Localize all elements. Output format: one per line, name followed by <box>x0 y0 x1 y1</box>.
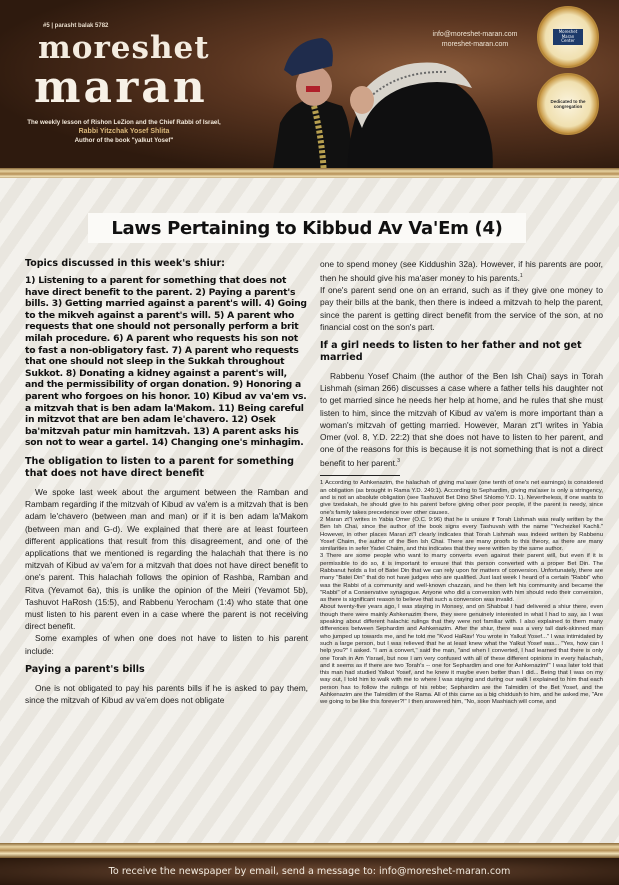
title-banner <box>88 213 526 243</box>
issue-line: #5 | parasht balak 5782 <box>43 23 109 29</box>
footnote-divider <box>320 475 400 476</box>
article-page <box>0 178 619 843</box>
footnotes <box>320 480 603 706</box>
sponsor-medal-1 <box>537 6 599 68</box>
figure-right-head <box>350 86 374 114</box>
contact-email[interactable]: info@moreshet-maran.com <box>432 31 518 38</box>
paragraph: One is not obligated to pay his parents bills if he is asked to pay them, since the mitzvah of Kibud av va'em does not obligate <box>25 682 308 705</box>
paragraph: If one's parent send one on an errand, such as if they give one money to pay their bills at the bank, then there is indeed a mitzvah to help the parent, since the parent is getting direct benefit from the service of the son, at no financial cost on the son's part. <box>320 285 603 332</box>
brand-name-line2: maran <box>34 62 208 113</box>
topics-list: 1) Listening to a parent for something that does not have direct benefit to the parent. 2) Paying a parent's bills. 3) Getting married against a parent's will. 4) Going to the mikveh against a parent's will. 5) A parent who requests that one should not personally perform a brit milah procedure. 6) A parent who requests his son not to fast a non-obligatory fast. 7) A parent who requests that one should not sleep in the Sukkah throughout Sukkot. 8) Donating a kidney against a parent's will, and the permissibility of organ donation. 9) Honoring a parent who forgoes on his honor. 10) Kibud av va'em vs. a mitzvah that is ben adam la'Makom. 11) Being careful in mitzvot that are ben adam le'chavero. 12) Osek ba'mitzvah patur min hamitzvah. 13) A parent asks his son not to wear a gartel. 14) Changing one's minhagim. <box>25 275 307 449</box>
rabbis-photo <box>222 28 532 175</box>
paragraph-text: one to spend money (see Kiddushin 32a). However, if his parents are poor, then he should give his ma'aser money to his parents. <box>320 259 603 283</box>
column-right <box>320 258 603 707</box>
paragraph <box>320 258 603 284</box>
column-left <box>25 258 308 706</box>
article-title: Laws Pertaining to Kibbud Av Va'Em (4) <box>111 217 503 239</box>
turban-icon <box>284 38 333 76</box>
footnote: 1 According to Ashkenazim, the halachah of giving ma'aser (one tenth of one's net earnings) is considered an obligation (as brought in Rama Y.D. 249:1). According to Sephardim, giving ma'aser is only a stringency, and is not an absolute obligation (see Tashuvot Bet Dino Shel Shlomo Y.D. 1). Nevertheless, if one wants to give tzedakah, he should give to his parent before giving other poor people, if the parent is needy, since one's family takes precedence over other causes. <box>320 480 603 516</box>
tagline-line3: Author of the book "yalkut Yosef" <box>74 137 174 144</box>
footer-banner <box>0 858 619 885</box>
topics-heading: Topics discussed in this week's shiur: <box>25 258 225 269</box>
sponsor-medal-2 <box>537 73 599 135</box>
contact-info <box>420 30 530 50</box>
gold-frame-bottom <box>0 843 619 858</box>
tagline <box>8 118 240 145</box>
footnote: About twenty-five years ago, I was staying in Monsey, and on Shabbat I had delivered a shiur there, even though there were mainly Ashkenazim there, they were genuinely interested in what I had to say, as I was speaking about different halachic rulings that they were not familiar with. I also explained to them many differences between Sephardim and Ashkenazim. After the shiur, there was a very tall dark-skinned man who jumped up towards me, and he told me "Kvod HaRav! You wrote in Yalkut Yosef..." I was intimidated by such a large person, but I was relieved that he at least knew what the Yalkut Yosef was... "Yes, how can I help you?" I asked. "I am a convert," said the man, "and when I converted, I had learned that there is only one Torah in Am Yisrael, but now I am very confused with all of these different opinions in every halachah, and it seems as if there are two Torah's -- one for Sephardim and one for Ashkenazim!" I was later told that this man had studied Yalkut Yosef, and he knew it maybe even better than I did... Being that I was on my way out, I told him to walk with me to where I was staying and during our walk I explained to him that each person has to follow the rulings of his rebbe; Sephardim are the Talmidim of the Bet Yosef, and the Ashkenazim are the Talmidim of the Rama. All of this came as a big chiddush to him, and he asked me, "Are we going to be like this forever?!" I then answered him, "No, soon Mashiach will come, and <box>320 604 603 706</box>
footnote: 3 There are some people who want to marry converts even against their parent will, but even if it is permissible to do so, it is important to ensure that this person converted with a proper Bet Din. The Rabbanut holds a list of Batei Din that we can rely upon for matters of conversion. Unfortunately, there are many "Batei Din" that do not have judges who are qualified. Just last week I heard of a certain "Rabbi" who was the Rabbi of a community and well-known chazzan, and he then left his community and became the "Rabbi" of a Conservative synagogue. Anyone who did a conversion with him should redo their conversion, as there is significant reason to believe that such a conversion was invalid. <box>320 553 603 604</box>
figure-left-robe <box>272 98 351 175</box>
section-heading-obligation: The obligation to listen to a parent for something that does not have direct benefit <box>25 455 295 479</box>
section-heading-bills: Paying a parent's bills <box>25 663 145 675</box>
paragraph-text: Rabbenu Yosef Chaim (the author of the Ben Ish Chai) says in Torah Lishmah (siman 266) discusses a case where a father tells his daughter not to get married since he needs her help at home, and he rules that she must listen to him, since the mitzvah of Kibud av va'em is more important than a woman's mitzvah of getting married. However, Maran zt"l writes in Yabia Omer (vol. 8, Y.D. 22:2) that she does not have to listen to her parent, and one of the reasons for this is because it is not something that is not a direct benefit to her parent. <box>320 371 603 469</box>
section-heading-girl-married: If a girl needs to listen to her father and not get married <box>320 340 582 364</box>
paragraph <box>320 370 603 469</box>
footnote-ref: 1 <box>519 273 523 280</box>
masthead <box>0 0 619 175</box>
sponsor-logo: Moreshet Maran Center <box>553 29 583 45</box>
footnote-ref: 3 <box>397 458 401 465</box>
paragraph: Some examples of when one does not have to listen to his parent include: <box>25 633 308 656</box>
footer-subscribe-text: To receive the newspaper by email, send a message to: info@moreshet-maran.com <box>108 866 511 877</box>
glasses-icon <box>306 86 320 92</box>
paragraph: We spoke last week about the argument between the Ramban and Rambam regarding if the mitzvah of Kibud av va'em is a mitzvah that is ben adam le'chavero (between man and man) or if it is ben adam la'Makom (between man and G-d). We explained that there are at least fourteen different applications that result from this disagreement, and one of the applications that we mentioned is regarding the halachah that there is no mitzvah of Kibud av va'em for a mitzvah that does not have direct benefit to one's parent. This halachah follows the opinion of Rashba, Ramban and Ritva (Yevamot 6a), this is unlike the opinion of the Meiri (Yevamot 5b), Tashuvot HaRosh (15:5), and Rabbenu Yerocham (1:4) who state that one must listen to his parent even in a case where the parent is not receiving direct benefit. <box>25 486 308 632</box>
tagline-line1: The weekly lesson of Rishon LeZion and the Chief Rabbi of Israel, <box>27 119 221 126</box>
contact-website[interactable]: moreshet-maran.com <box>441 41 509 48</box>
rabbi-name: Rabbi Yitzchak Yosef Shlita <box>78 128 170 135</box>
footnote: 2 Maran zt"l writes in Yabia Omer (O.C. 9:96) that he is unsure if Torah Lishmah was really written by the Ben Ish Chai, since the author of the book signs every Tashuvah with the name "Yechezkel Kachli." However, in other places Maran zt"l clearly indicates that Torah Lishmah was indeed written by Rabbenu Yosef Chaim, the author of the Ben Ish Chai. There are many proofs to this theory, as there are many similarities in sefer Yadei Chaim, and this indicates that they were written by the same author. <box>320 516 603 553</box>
brand-name-line1: moreshet <box>38 30 210 66</box>
sponsor-medal-text: Dedicated to the congregation <box>550 98 586 109</box>
